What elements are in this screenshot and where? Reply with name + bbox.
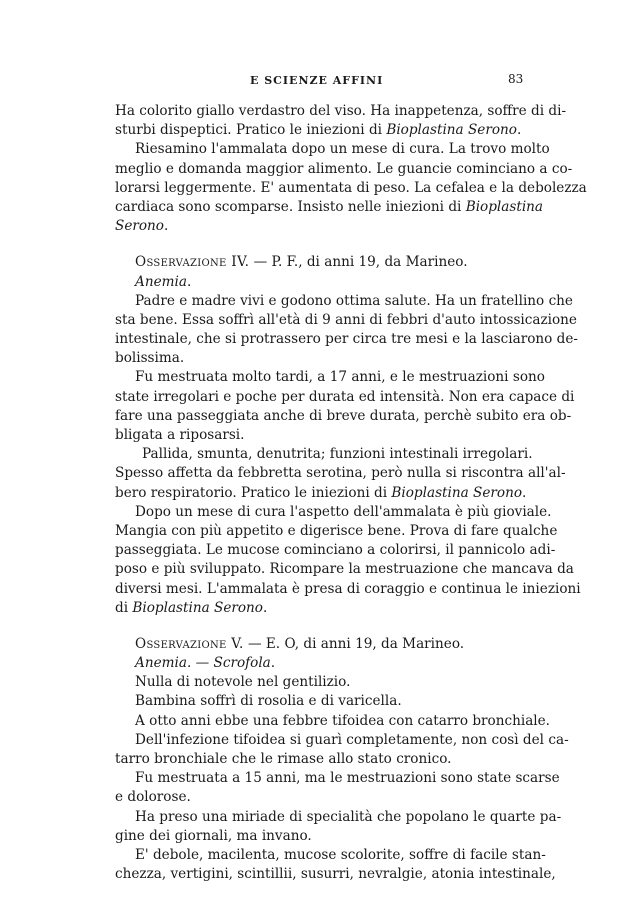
text-line: bolissima. [115,350,185,367]
text-line: sturbi dispeptici. Pratico le iniezioni di Bioplastina Serono. [115,122,522,139]
observation-heading: Osservazione IV. — P. F., di anni 19, da Marineo. [135,254,468,271]
text-line: cardiaca sono scomparse. Insisto nelle iniezioni di Bioplastina [115,198,544,215]
text-line: Serono. [115,218,169,235]
diagnosis-line: Anemia. — Scrofola. [135,655,276,672]
text-line: Padre e madre vivi e godono ottima salute. Ha un fratellino che [135,292,573,309]
text-line: Ha colorito giallo verdastro del viso. Ha inappetenza, soffre di di- [115,103,567,119]
text-line: Spesso affetta da febbretta serotina, però nulla si riscontra all'al- [115,465,566,482]
text-line: state irregolari e poche per durata ed intensità. Non era capace di [115,388,575,405]
text-line: meglio e domanda maggior alimento. Le guancie cominciano a co- [115,160,573,177]
text-line: Dopo un mese di cura l'aspetto dell'ammalata è più gioviale. [135,503,552,520]
text-line: Dell'infezione tifoidea si guarì completamente, non così del ca- [135,731,569,748]
text-line: Riesamino l'ammalata dopo un mese di cura. La trovo molto [135,141,550,158]
text-line: diversi mesi. L'ammalata è presa di coraggio e continua le iniezioni [115,580,581,597]
text-line: Bambina soffrì di rosolia e di varicella. [135,693,402,710]
text-line: E' debole, macilenta, mucose scolorite, soffre di facile stan- [135,846,546,863]
observation-heading: Osservazione V. — E. O, di anni 19, da Marineo. [135,635,465,652]
text-line: A otto anni ebbe una febbre tifoidea con catarro bronchiale. [135,712,551,729]
page-number: 83 [508,72,524,86]
text-line: bero respiratorio. Pratico le iniezioni di Bioplastina Serono. [115,484,527,501]
text-line: Fu mestruata a 15 anni, ma le mestruazioni sono state scarse [135,770,560,787]
text-line: poso e più sviluppato. Ricompare la mestruazione che mancava da [115,561,574,578]
text-line: Mangia con più appetito e digerisce bene. Prova di fare qualche [115,522,558,539]
text-line: di Bioplastina Serono. [115,599,268,616]
page-header [0,70,626,92]
article-body [115,102,587,884]
text-line: passeggiata. Le mucose cominciano a colorirsi, il pannicolo adi- [115,542,556,559]
text-line: chezza, vertigini, scintillii, susurri, nevralgie, atonia intestinale, [115,866,556,883]
text-line: tarro bronchiale che le rimase allo stato cronico. [115,751,452,767]
text-line: e dolorose. [115,789,191,806]
text-line: Nulla di notevole nel gentilizio. [135,674,351,691]
text-line: Fu mestruata molto tardi, a 17 anni, e le mestruazioni sono [135,369,545,386]
text-line: Pallida, smunta, denutrita; funzioni intestinali irregolari. [142,446,533,463]
diagnosis-line: Anemia. [135,273,192,290]
text-line: gine dei giornali, ma invano. [115,827,312,844]
text-line: fare una passeggiata anche di breve durata, perchè subito era ob- [115,407,572,424]
text-line: Ha preso una miriade di specialità che popolano le quarte pa- [135,808,562,825]
text-line: intestinale, che si protrassero per circa tre mesi e la lasciarono de- [115,331,579,348]
text-line: bligata a riposarsi. [115,427,245,443]
running-head: E SCIENZE AFFINI [250,74,384,87]
text-line: sta bene. Essa soffrì all'età di 9 anni di febbri d'auto intossicazione [115,311,577,328]
text-line: lorarsi leggermente. E' aumentata di peso. La cefalea e la debolezza [115,179,587,196]
